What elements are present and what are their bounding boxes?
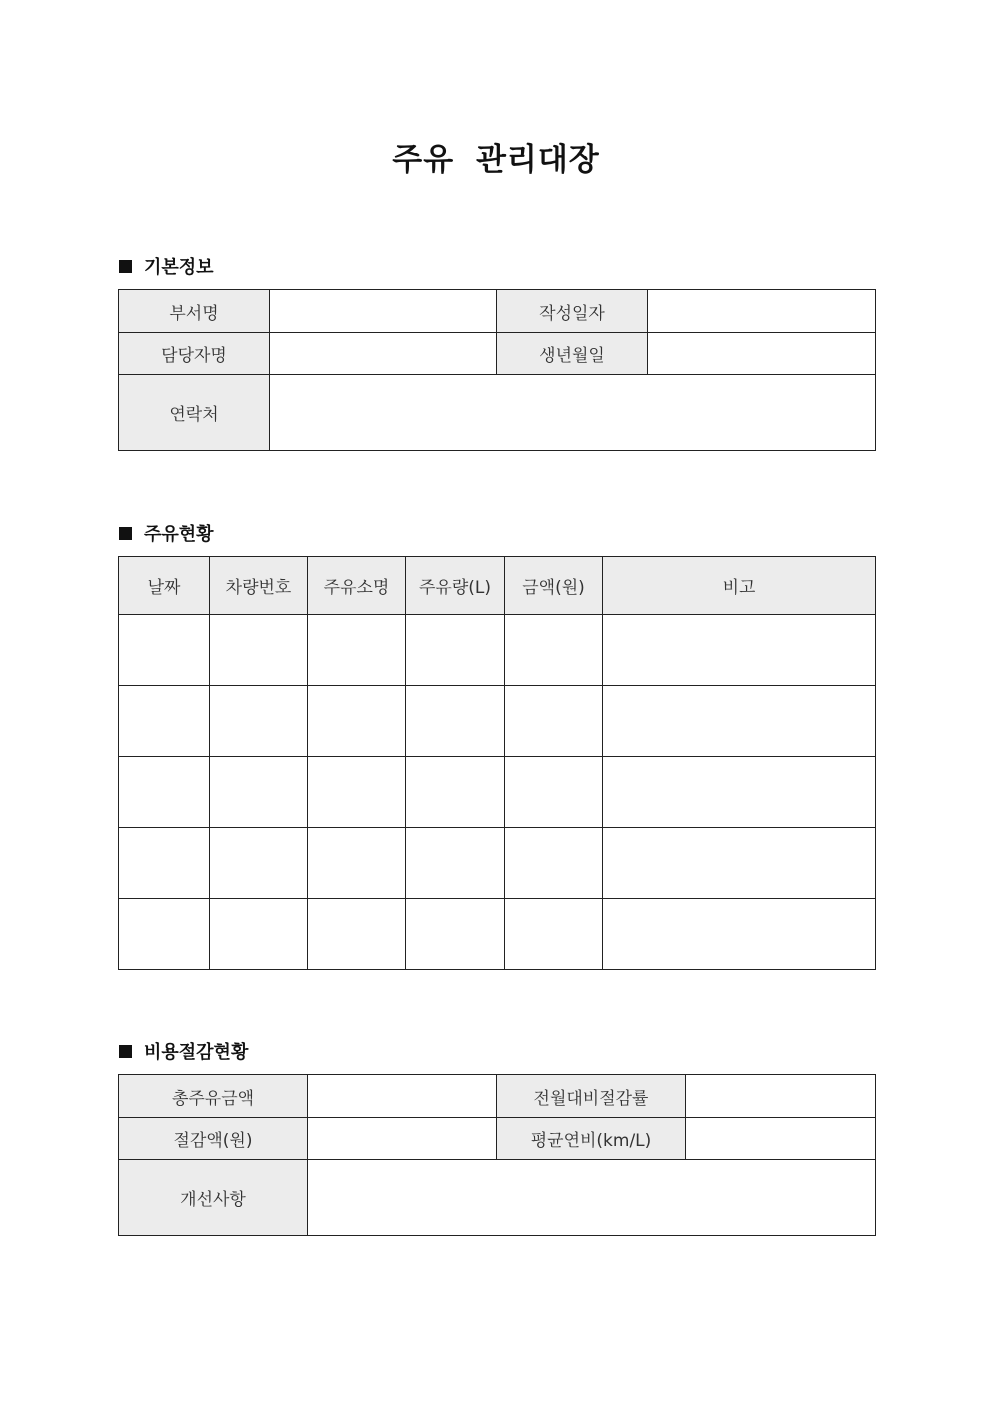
station-name-cell[interactable] — [308, 899, 406, 970]
table-row — [119, 615, 876, 686]
cost-cell[interactable] — [505, 615, 603, 686]
date-field[interactable] — [648, 290, 876, 333]
remarks-cell[interactable] — [603, 615, 876, 686]
vehicle-number-cell[interactable] — [210, 615, 308, 686]
total-cost-label: 총주유금액 — [119, 1075, 308, 1118]
table-row — [119, 899, 876, 970]
saved-amount-label: 절감액(원) — [119, 1118, 308, 1160]
contact-field[interactable] — [270, 375, 876, 451]
vehicle-number-cell[interactable] — [210, 757, 308, 828]
column-header-fuel-amount: 주유량(L) — [406, 557, 505, 615]
date-label: 작성일자 — [497, 290, 648, 333]
manager-field[interactable] — [270, 333, 497, 375]
fuel-amount-cell[interactable] — [406, 828, 505, 899]
remarks-cell[interactable] — [603, 686, 876, 757]
date-cell[interactable] — [119, 686, 210, 757]
saved-amount-field[interactable] — [308, 1118, 497, 1160]
table-row — [119, 1075, 876, 1118]
date-cell[interactable] — [119, 615, 210, 686]
remarks-cell[interactable] — [603, 899, 876, 970]
birth-label: 생년월일 — [497, 333, 648, 375]
section-heading-cost-saving — [119, 1038, 248, 1064]
table-row — [119, 828, 876, 899]
station-name-cell[interactable] — [308, 686, 406, 757]
page-title: 주유 관리대장 — [392, 142, 600, 178]
table-header-row — [119, 557, 876, 615]
section-heading-label: 비용절감현황 — [144, 1042, 249, 1063]
cost-saving-table — [118, 1074, 876, 1236]
date-cell[interactable] — [119, 757, 210, 828]
cost-cell[interactable] — [505, 686, 603, 757]
section-heading-fuel-status — [119, 520, 214, 546]
cost-cell[interactable] — [505, 828, 603, 899]
fuel-status-table — [118, 556, 876, 970]
station-name-cell[interactable] — [308, 757, 406, 828]
remarks-cell[interactable] — [603, 757, 876, 828]
table-row — [119, 290, 876, 333]
contact-label: 연락처 — [119, 375, 270, 451]
improvement-label: 개선사항 — [119, 1160, 308, 1236]
square-bullet-icon — [119, 527, 132, 540]
section-heading-basic-info — [119, 253, 214, 279]
table-row — [119, 333, 876, 375]
table-row — [119, 686, 876, 757]
date-cell[interactable] — [119, 899, 210, 970]
section-heading-label: 주유현황 — [144, 524, 214, 545]
column-header-vehicle-number: 차량번호 — [210, 557, 308, 615]
fuel-amount-cell[interactable] — [406, 899, 505, 970]
cost-cell[interactable] — [505, 757, 603, 828]
table-row — [119, 1118, 876, 1160]
fuel-amount-cell[interactable] — [406, 615, 505, 686]
remarks-cell[interactable] — [603, 828, 876, 899]
dept-field[interactable] — [270, 290, 497, 333]
saving-rate-label: 전월대비절감률 — [497, 1075, 686, 1118]
section-heading-label: 기본정보 — [144, 257, 214, 278]
table-row — [119, 1160, 876, 1236]
total-cost-field[interactable] — [308, 1075, 497, 1118]
square-bullet-icon — [119, 1045, 132, 1058]
manager-label: 담당자명 — [119, 333, 270, 375]
vehicle-number-cell[interactable] — [210, 686, 308, 757]
fuel-efficiency-field[interactable] — [686, 1118, 876, 1160]
vehicle-number-cell[interactable] — [210, 828, 308, 899]
improvement-field[interactable] — [308, 1160, 876, 1236]
table-row — [119, 757, 876, 828]
date-cell[interactable] — [119, 828, 210, 899]
fuel-efficiency-label: 평균연비(km/L) — [497, 1118, 686, 1160]
station-name-cell[interactable] — [308, 828, 406, 899]
dept-label: 부서명 — [119, 290, 270, 333]
column-header-cost: 금액(원) — [505, 557, 603, 615]
table-row — [119, 375, 876, 451]
cost-cell[interactable] — [505, 899, 603, 970]
fuel-amount-cell[interactable] — [406, 686, 505, 757]
station-name-cell[interactable] — [308, 615, 406, 686]
column-header-remarks: 비고 — [603, 557, 876, 615]
birth-field[interactable] — [648, 333, 876, 375]
saving-rate-field[interactable] — [686, 1075, 876, 1118]
column-header-date: 날짜 — [119, 557, 210, 615]
fuel-amount-cell[interactable] — [406, 757, 505, 828]
square-bullet-icon — [119, 260, 132, 273]
basic-info-table — [118, 289, 876, 451]
vehicle-number-cell[interactable] — [210, 899, 308, 970]
column-header-station-name: 주유소명 — [308, 557, 406, 615]
